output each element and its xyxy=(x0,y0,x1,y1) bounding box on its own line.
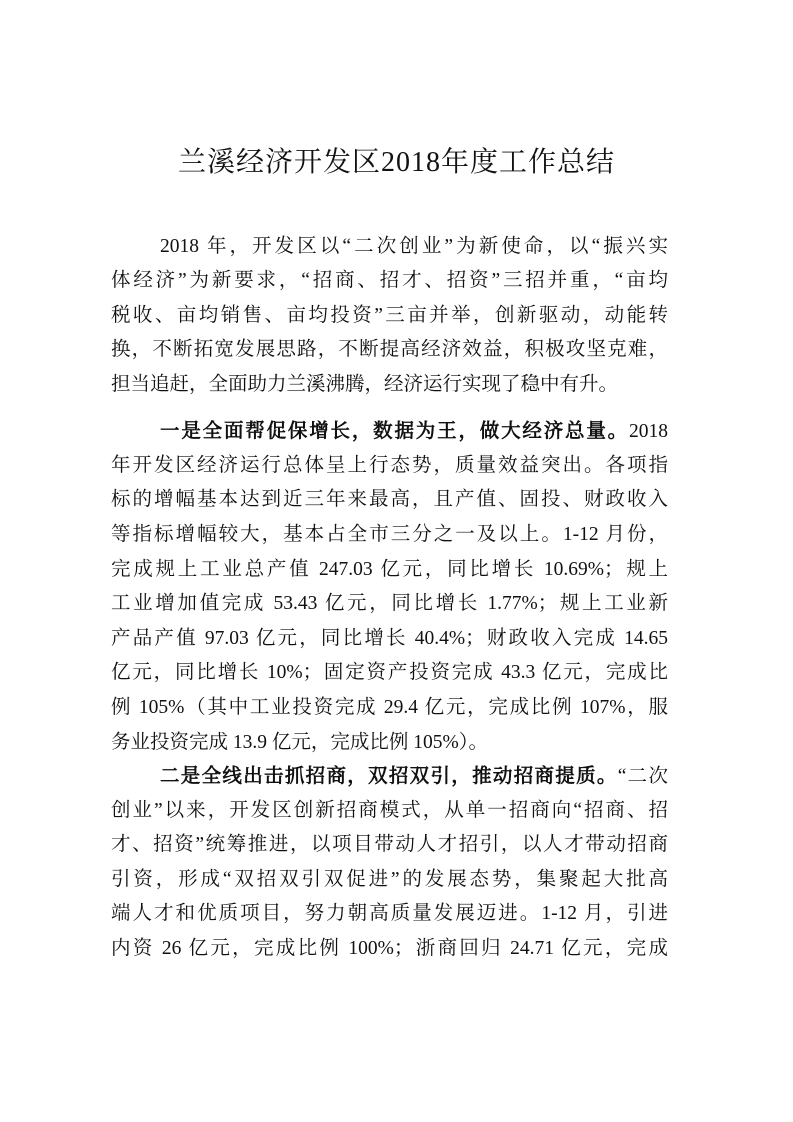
paragraph-1-line: 担当追赶，全面助力兰溪沸腾，经济运行实现了稳中有升。 xyxy=(111,374,619,395)
paragraph-2-text: 2018 xyxy=(629,421,668,442)
paragraph-2-line: 产品产值 97.03 亿元，同比增长 40.4%；财政收入完成 14.65 xyxy=(111,628,668,649)
paragraph-3-line: 引资，形成“双招双引双促进”的发展态势，集聚起大批高 xyxy=(111,869,668,890)
paragraph-1-line: 换，不断拓宽发展思路，不断提高经济效益，积极攻坚克难， xyxy=(111,339,668,360)
paragraph-3-line: 创业”以来，开发区创新招商模式，从单一招商向“招商、招 xyxy=(111,800,668,821)
paragraph-3-text: “二次 xyxy=(617,766,668,787)
paragraph-2-line: 标的增幅基本达到近三年来最高，且产值、固投、财政收入 xyxy=(111,489,668,510)
paragraph-3-line: 端人才和优质项目，努力朝高质量发展迈进。1-12 月，引进 xyxy=(111,903,668,924)
paragraph-1-line: 体经济”为新要求，“招商、招才、招资”三招并重，“亩均 xyxy=(111,270,668,291)
paragraph-2-line: 完成规上工业总产值 247.03 亿元，同比增长 10.69%；规上 xyxy=(111,559,668,580)
document-title: 兰溪经济开发区2018年度工作总结 xyxy=(177,147,615,178)
paragraph-3-line: 内资 26 亿元，完成比例 100%；浙商回归 24.71 亿元，完成 xyxy=(111,938,668,959)
paragraph-2-line: 工业增加值完成 53.43 亿元，同比增长 1.77%；规上工业新 xyxy=(111,593,668,614)
paragraph-2-line: 年开发区经济运行总体呈上行态势，质量效益突出。各项指 xyxy=(111,455,668,476)
paragraph-3-line: 才、招资”统筹推进，以项目带动人才招引，以人才带动招商 xyxy=(111,834,668,855)
paragraph-1-line: 2018 年，开发区以“二次创业”为新使命，以“振兴实 xyxy=(160,236,668,257)
paragraph-2-line: 务业投资完成 13.9 亿元，完成比例 105%）。 xyxy=(111,732,488,753)
paragraph-2-line: 等指标增幅较大，基本占全市三分之一及以上。1-12 月份， xyxy=(111,524,668,545)
paragraph-3-first-line xyxy=(160,764,668,788)
section-heading-2: 二是全线出击抓招商，双招双引，推动招商提质。 xyxy=(160,764,618,787)
paragraph-1-line: 税收、亩均销售、亩均投资”三亩并举，创新驱动，动能转 xyxy=(111,305,668,326)
paragraph-2-first-line xyxy=(160,419,668,443)
section-heading-1: 一是全面帮促保增长，数据为王，做大经济总量。 xyxy=(160,419,629,442)
paragraph-2-line: 亿元，同比增长 10%；固定资产投资完成 43.3 亿元，完成比 xyxy=(111,662,668,683)
paragraph-2-line: 例 105%（其中工业投资完成 29.4 亿元，完成比例 107%，服 xyxy=(111,697,668,718)
